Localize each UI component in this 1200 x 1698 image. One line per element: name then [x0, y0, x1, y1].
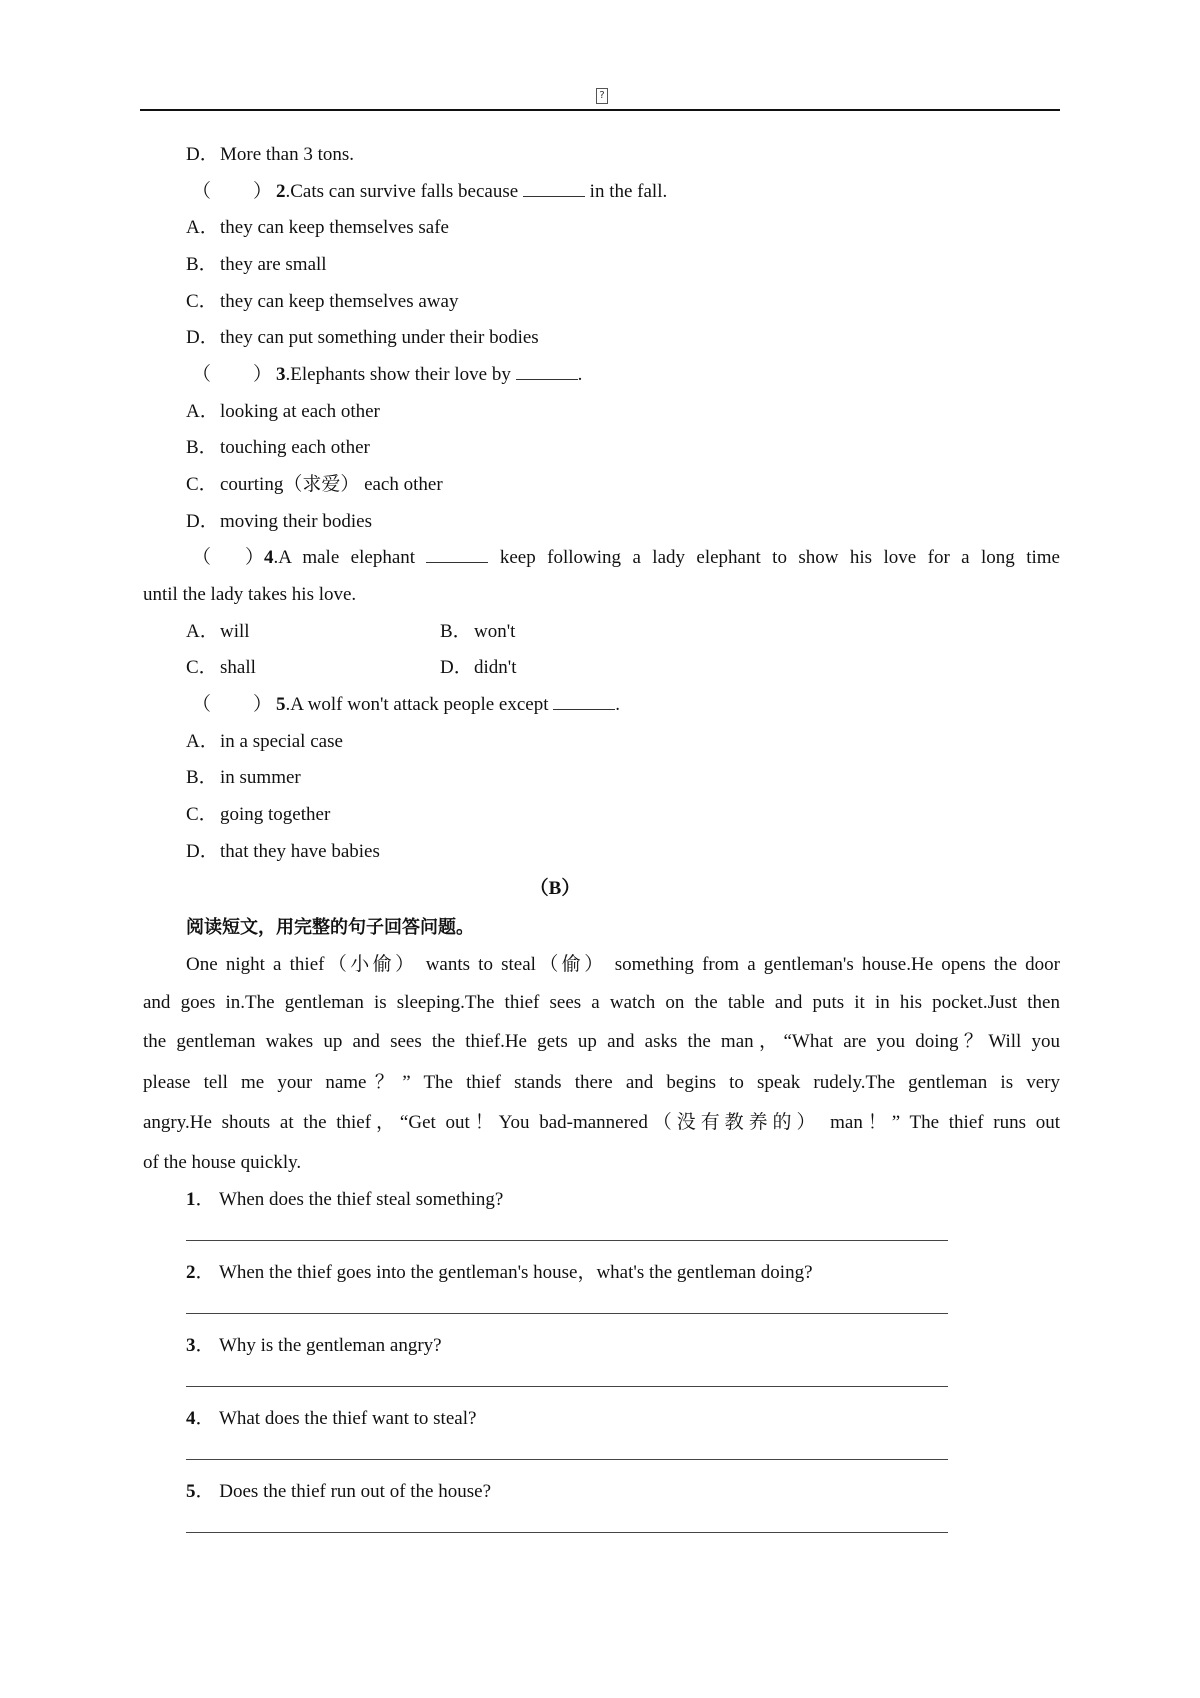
question-number: 4: [264, 547, 274, 568]
option-label: D．: [186, 144, 219, 165]
q2-option-b: B． they are small: [186, 254, 327, 275]
q5-option-a: A．in a special case: [186, 731, 343, 752]
passage-line-4: please tell me your name？” The thief stands there and begins to speak rudely.The gentleman is very: [143, 1072, 1060, 1093]
passage-line-1: One night a thief（小偷） wants to steal（偷） something from a gentleman's house.He opens the door: [186, 954, 1060, 975]
q3-option-a: A．looking at each other: [186, 401, 380, 422]
answer-line-1[interactable]: [186, 1240, 948, 1241]
q5-option-b: B． in summer: [186, 767, 301, 788]
answer-paren[interactable]: （ ）: [192, 364, 273, 385]
answer-line-2[interactable]: [186, 1313, 948, 1314]
answer-paren[interactable]: （ ）: [192, 181, 273, 202]
q1-option-d: [186, 143, 354, 167]
q3-option-c: C． courting（求爱） each other: [186, 474, 443, 495]
q4-option-d: D．didn't: [440, 657, 517, 678]
question-3-stem: （ ） 3.Elephants show their love by .: [192, 364, 583, 385]
section-b-instruction: 阅读短文，用完整的句子回答问题。: [186, 917, 474, 938]
header-rule: [140, 109, 1060, 111]
question-5-stem: （ ） 5.A wolf won't attack people except .: [192, 694, 621, 715]
header-placeholder-glyph: ?: [596, 88, 608, 104]
section-b-title: （B）: [529, 878, 581, 899]
passage-line-6: of the house quickly.: [143, 1152, 302, 1173]
fill-blank: [516, 364, 578, 380]
q5-option-c: C． going together: [186, 804, 331, 825]
q5-option-d: D．that they have babies: [186, 841, 380, 862]
q4-option-a: A．will: [186, 621, 250, 642]
question-4-stem-continued: until the lady takes his love.: [143, 584, 357, 605]
passage-line-5: angry.He shouts at the thief，“Get out！You bad-mannered（没有教养的） man！” The thief runs out: [143, 1112, 1060, 1133]
q3-option-b: B． touching each other: [186, 437, 370, 458]
option-text: More than 3 tons.: [220, 144, 355, 165]
passage-line-3: the gentleman wakes up and sees the thief.He gets up and asks the man，“What are you doing？Will you: [143, 1031, 1060, 1052]
q2-option-a: A．they can keep themselves safe: [186, 217, 449, 238]
q2-option-c: C． they can keep themselves away: [186, 291, 459, 312]
q3-option-d: D．moving their bodies: [186, 511, 372, 532]
part-b-question-1: 1． When does the thief steal something?: [186, 1189, 504, 1210]
part-b-question-5: 5． Does the thief run out of the house?: [186, 1481, 491, 1502]
answer-paren[interactable]: （ ）: [192, 547, 264, 568]
answer-paren[interactable]: （ ）: [192, 694, 273, 715]
part-b-question-4: 4． What does the thief want to steal?: [186, 1408, 477, 1429]
part-b-question-2: 2． When the thief goes into the gentleman's house，what's the gentleman doing?: [186, 1262, 813, 1283]
question-number: 5: [276, 694, 286, 715]
q4-option-b: B． won't: [440, 621, 516, 642]
passage-line-2: and goes in.The gentleman is sleeping.The thief sees a watch on the table and puts it in his pocket.Just then: [143, 992, 1060, 1013]
fill-blank: [523, 181, 585, 197]
answer-line-4[interactable]: [186, 1459, 948, 1460]
question-4-stem: （ ）4.A male elephant keep following a lady elephant to show his love for a long time: [192, 547, 1060, 568]
part-b-question-3: 3． Why is the gentleman angry?: [186, 1335, 442, 1356]
fill-blank: [426, 547, 488, 563]
fill-blank: [553, 694, 615, 710]
question-number: 2: [276, 181, 286, 202]
q2-option-d: D．they can put something under their bodies: [186, 327, 539, 348]
question-2-stem: （ ） 2.Cats can survive falls because in the fall.: [192, 181, 668, 202]
answer-line-5[interactable]: [186, 1532, 948, 1533]
q4-option-c: C． shall: [186, 657, 256, 678]
question-number: 3: [276, 364, 286, 385]
answer-line-3[interactable]: [186, 1386, 948, 1387]
